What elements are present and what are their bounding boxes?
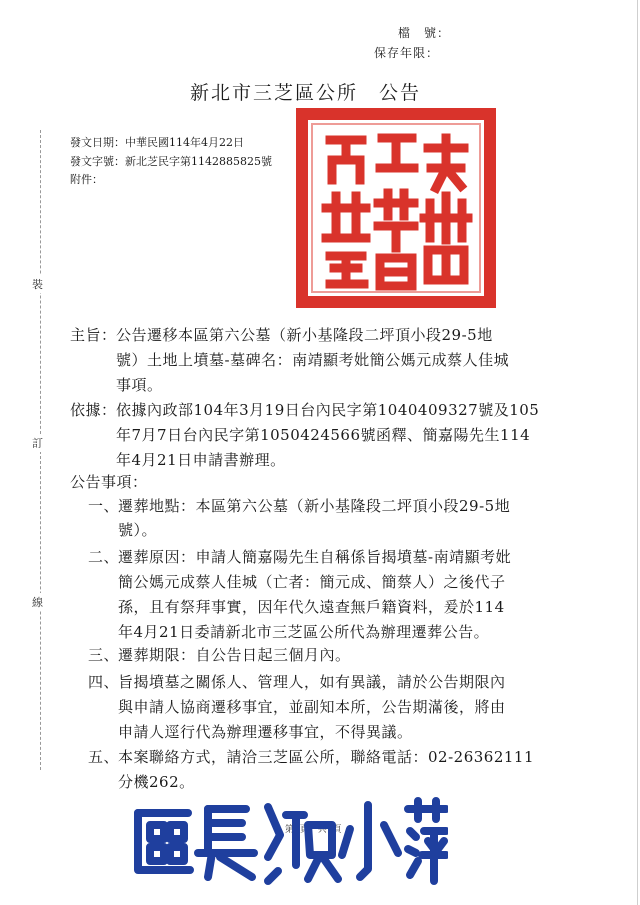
- item-number: 三、: [88, 646, 120, 664]
- item-1-line-2: 號）。: [118, 521, 158, 539]
- items-heading: 公告事項：: [70, 473, 148, 491]
- item-2-line-1: 遷葬原因：申請人簡嘉陽先生自稱係旨揭墳墓-南靖顯考妣: [118, 548, 512, 566]
- attachment-label: 附件：: [70, 173, 103, 186]
- binding-mark-xian: 線: [32, 593, 43, 611]
- subject-line-1: 公告遷移本區第六公墓（新小基隆段二坪頂小段29-5地: [116, 326, 493, 344]
- binding-mark-zhuang: 裝: [32, 275, 43, 293]
- item-5-line-2: 分機262。: [118, 773, 195, 791]
- director-signature: [128, 795, 448, 885]
- official-seal-stamp: [296, 108, 496, 308]
- item-4-line-1: 旨揭墳墓之關係人、管理人，如有異議，請於公告期限內: [118, 673, 506, 691]
- item-number: 二、: [88, 548, 120, 566]
- binding-mark-ding: 訂: [32, 434, 43, 452]
- item-3-line-1: 遷葬期限：自公告日起三個月內。: [118, 646, 351, 664]
- item-1-line-1: 遷葬地點：本區第六公墓（新小基隆段二坪頂小段29-5地: [118, 497, 511, 515]
- basis-line-2: 年7月7日台內民字第1050424566號函釋、簡嘉陽先生114: [116, 426, 531, 444]
- document-title: 新北市三芝區公所 公告: [190, 82, 422, 104]
- page-number: 第1頁，共1頁: [285, 825, 342, 835]
- page-edge-line: [637, 0, 638, 905]
- item-4-line-3: 申請人逕行代為辦理遷移事宜，不得異議。: [118, 723, 413, 741]
- item-number: 一、: [88, 497, 120, 515]
- document-number: 發文字號：新北芝民字第1142885825號: [70, 155, 272, 168]
- basis-line-3: 年4月21日申請書辦理。: [116, 451, 286, 469]
- subject-label: 主旨：: [70, 326, 117, 344]
- basis-label: 依據：: [70, 401, 117, 419]
- item-2-line-2: 簡公媽元成蔡人佳城（亡者：簡元成、簡蔡人）之後代子: [118, 573, 506, 591]
- issue-date: 發文日期：中華民國114年4月22日: [70, 136, 244, 149]
- basis-line-1: 依據內政部104年3月19日台內民字第1040409327號及105: [116, 401, 540, 419]
- item-2-line-3: 孫，且有祭拜事實，因年代久遠查無戶籍資料，爰於114: [118, 598, 505, 616]
- file-no-label: 檔 號：: [398, 26, 451, 40]
- item-number: 四、: [88, 673, 120, 691]
- subject-line-2: 號）土地上墳墓-墓碑名：南靖顯考妣簡公媽元成蔡人佳城: [116, 351, 510, 369]
- item-2-line-4: 年4月21日委請新北市三芝區公所代為辦理遷葬公告。: [118, 623, 490, 641]
- item-number: 五、: [88, 748, 120, 766]
- item-4-line-2: 與申請人協商遷移事宜，並副知本所，公告期滿後，將由: [118, 698, 506, 716]
- subject-line-3: 事項。: [116, 376, 163, 394]
- item-5-line-1: 本案聯絡方式，請洽三芝區公所，聯絡電話：02-26362111: [118, 748, 535, 766]
- retention-label: 保存年限：: [374, 46, 440, 60]
